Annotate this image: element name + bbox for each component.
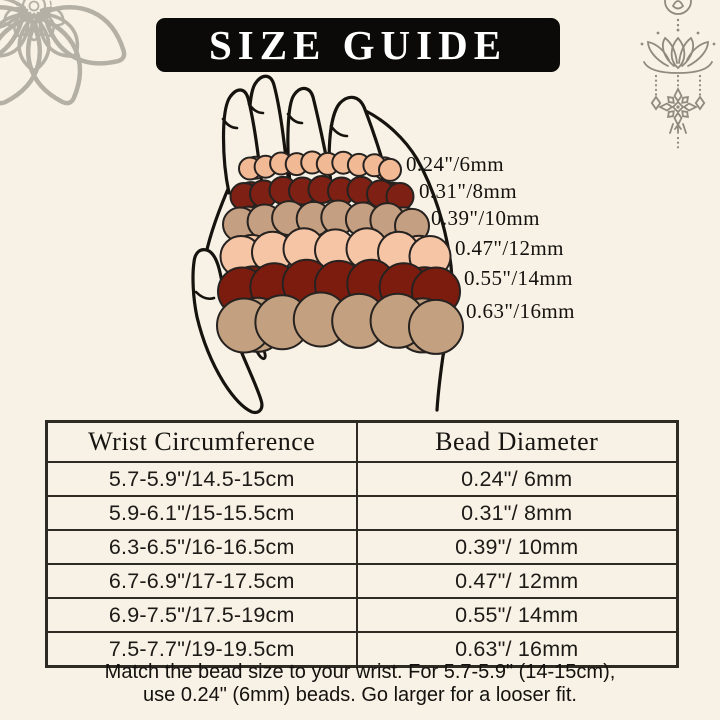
- table-row: [47, 564, 678, 598]
- wrist-cell: 6.7-6.9"/17-17.5cm: [47, 564, 357, 598]
- bead-size-label-12mm: 0.47"/12mm: [455, 236, 564, 260]
- bracelet-row-16mm: [217, 293, 463, 354]
- size-guide-banner: [156, 18, 560, 72]
- table-header-row: [47, 422, 678, 463]
- bead-size-label-8mm: 0.31"/8mm: [419, 179, 517, 203]
- bead-size-label-16mm: 0.63"/16mm: [466, 299, 575, 323]
- wrist-cell: 5.9-6.1"/15-15.5cm: [47, 496, 357, 530]
- bead-cell: 0.47"/ 12mm: [357, 564, 678, 598]
- table-row: [47, 496, 678, 530]
- lotus-pendant-icon: [641, 0, 716, 150]
- wrist-cell: 5.7-5.9"/14.5-15cm: [47, 462, 357, 496]
- fit-note: [0, 661, 720, 707]
- bead-cell: 0.39"/ 10mm: [357, 530, 678, 564]
- wrist-cell: 7.5-7.7"/19-19.5cm: [47, 632, 357, 667]
- size-table: [45, 420, 679, 668]
- bead: [379, 159, 401, 181]
- bead-size-label-6mm: 0.24"/6mm: [406, 152, 504, 176]
- bead-size-label-10mm: 0.39"/10mm: [431, 206, 540, 230]
- bead-cell: 0.55"/ 14mm: [357, 598, 678, 632]
- table-header-wrist-circumference: Wrist Circumference: [47, 422, 357, 463]
- bead-cell: 0.63"/ 16mm: [357, 632, 678, 667]
- page-title: SIZE GUIDE: [208, 22, 508, 68]
- bead: [409, 300, 463, 354]
- table-row: [47, 462, 678, 496]
- fit-note-line2: use 0.24" (6mm) beads. Go larger for a looser fit.: [143, 684, 577, 706]
- bead-cell: 0.31"/ 8mm: [357, 496, 678, 530]
- table-row: [47, 530, 678, 564]
- table-row: [47, 598, 678, 632]
- wrist-cell: 6.3-6.5"/16-16.5cm: [47, 530, 357, 564]
- mandala-flower-icon: [0, 0, 135, 111]
- wrist-cell: 6.9-7.5"/17.5-19cm: [47, 598, 357, 632]
- fit-note-line1: Match the bead size to your wrist. For 5.7-5.9" (14-15cm),: [104, 661, 616, 683]
- table-header-bead-diameter: Bead Diameter: [357, 422, 678, 463]
- bead-size-label-14mm: 0.55"/14mm: [464, 266, 573, 290]
- bead-cell: 0.24"/ 6mm: [357, 462, 678, 496]
